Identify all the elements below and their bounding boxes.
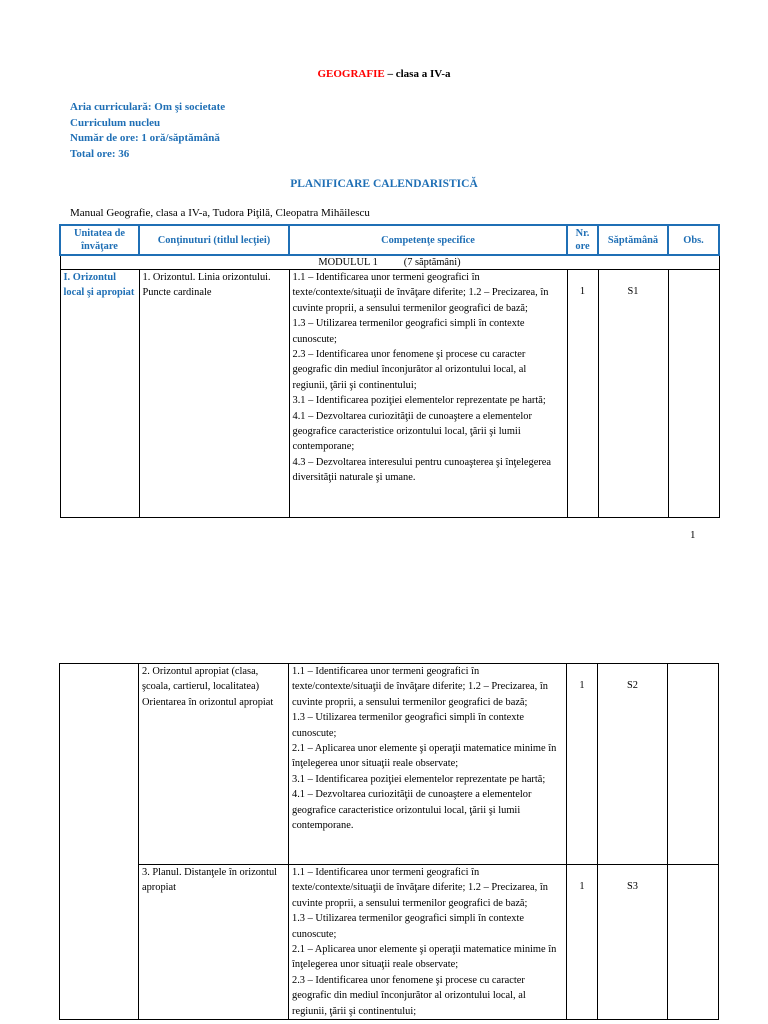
lesson-week: S3 <box>598 865 668 1020</box>
lesson-content: 3. Planul. Distanţele în orizontul apropiat <box>139 865 289 1020</box>
competence-item: 1.3 – Utilizarea termenilor geografici simpli în contexte cunoscute; <box>292 712 524 739</box>
module-row <box>60 255 719 270</box>
column-header: Nr. ore <box>567 225 598 255</box>
meta-line: Număr de ore: 1 oră/săptămână <box>70 132 220 144</box>
curriculum-info <box>70 100 225 162</box>
module-label: MODULUL 1 (7 săptămâni) <box>60 255 719 270</box>
competence-item: 4.1 – Dezvoltarea curiozităţii de cunoaştere a elementelor geografice caracteristice orizontului local, ţării şi lumii contemporane. <box>292 789 532 832</box>
table-row <box>60 664 719 865</box>
lesson-week: S1 <box>598 270 668 518</box>
competence-item: 3.1 – Identificarea poziţiei elementelor reprezentate pe hartă; <box>292 395 546 407</box>
column-header: Conţinuturi (titlul lecţiei) <box>139 225 289 255</box>
competence-item: 1.1 – Identificarea unor termeni geografici în texte/contexte/situaţii de învăţare diferite; 1.2 – Precizarea, în cuvinte proprii, a sensului termenilor geografici de bază; <box>292 666 548 708</box>
lesson-hours: 1 <box>567 664 598 865</box>
competence-item: 4.3 – Dezvoltarea interesului pentru cunoaşterea şi înţelegerea diversităţii naturale şi umane. <box>292 456 551 484</box>
competence-item: 1.1 – Identificarea unor termeni geografici în texte/contexte/situaţii de învăţare diferite; 1.2 – Precizarea, în cuvinte proprii, a sensului termenilor geografici de bază; <box>292 867 548 909</box>
table-row <box>60 865 719 1020</box>
section-title: PLANIFICARE CALENDARISTICĂ <box>290 178 478 190</box>
lesson-observations <box>668 664 719 865</box>
page-number: 1 <box>690 529 696 541</box>
lesson-content: 1. Orizontul. Linia orizontului. Puncte cardinale <box>139 270 289 518</box>
table-header-row <box>60 225 719 255</box>
competence-item: 1.3 – Utilizarea termenilor geografici simpli în contexte cunoscute; <box>292 318 525 345</box>
lesson-observations <box>668 865 719 1020</box>
lesson-content: 2. Orizontul apropiat (clasa, şcoala, cartierul, localitatea) Orientarea în orizontul apropiat <box>139 664 289 865</box>
lesson-competences <box>289 664 567 865</box>
competence-item: 3.1 – Identificarea poziţiei elementelor reprezentate pe hartă; <box>292 773 546 785</box>
competence-item: 2.3 – Identificarea unor fenomene şi procese cu caracter geografic din mediul înconjurător al orizontului local, al regiunii, ţării şi continentului; <box>292 974 526 1017</box>
column-header: Obs. <box>668 225 719 255</box>
lesson-week: S2 <box>598 664 668 865</box>
lesson-hours: 1 <box>567 865 598 1020</box>
title-rest: – clasa a IV-a <box>384 68 451 80</box>
meta-line: Aria curriculară: Om şi societate <box>70 101 226 113</box>
competence-item: 1.1 – Identificarea unor termeni geografici în texte/contexte/situaţii de învăţare diferite; 1.2 – Precizarea, în cuvinte proprii, a sensului termenilor geografici de bază; <box>292 272 549 314</box>
column-header: Săptămână <box>598 225 668 255</box>
learning-unit: I. Orizontul local şi apropiat <box>60 270 139 518</box>
competence-item: 4.1 – Dezvoltarea curiozităţii de cunoaştere a elementelor geografice caracteristice orizontului local, ţării şi lumii contemporane; <box>292 410 532 453</box>
lesson-hours: 1 <box>567 270 598 518</box>
learning-unit-continued <box>60 664 139 1020</box>
lesson-observations <box>668 270 719 518</box>
column-header: Unitatea de învăţare <box>60 225 139 255</box>
document-title <box>0 68 768 80</box>
manual-reference: Manual Geografie, clasa a IV-a, Tudora Piţilă, Cleopatra Mihăilescu <box>70 207 370 219</box>
meta-line: Total ore: 36 <box>70 147 130 160</box>
competence-item: 2.1 – Aplicarea unor elemente şi operaţii matematice minime în înţelegerea unor situaţii reale observate; <box>292 743 557 770</box>
column-header: Competenţe specifice <box>289 225 567 255</box>
competence-item: 2.1 – Aplicarea unor elemente şi operaţii matematice minime în înţelegerea unor situaţii reale observate; <box>292 944 557 971</box>
competence-item: 2.3 – Identificarea unor fenomene şi procese cu caracter geografic din mediul înconjurător al orizontului local, al regiunii, ţării şi continentului; <box>292 349 527 391</box>
table-row <box>60 270 719 518</box>
planning-table <box>59 224 720 518</box>
title-subject: GEOGRAFIE <box>317 68 385 80</box>
competence-item: 1.3 – Utilizarea termenilor geografici simpli în contexte cunoscute; <box>292 913 524 940</box>
lesson-competences <box>289 865 567 1020</box>
meta-line: Curriculum nucleu <box>70 116 161 129</box>
planning-table-continued <box>59 663 719 1020</box>
lesson-competences <box>289 270 567 518</box>
